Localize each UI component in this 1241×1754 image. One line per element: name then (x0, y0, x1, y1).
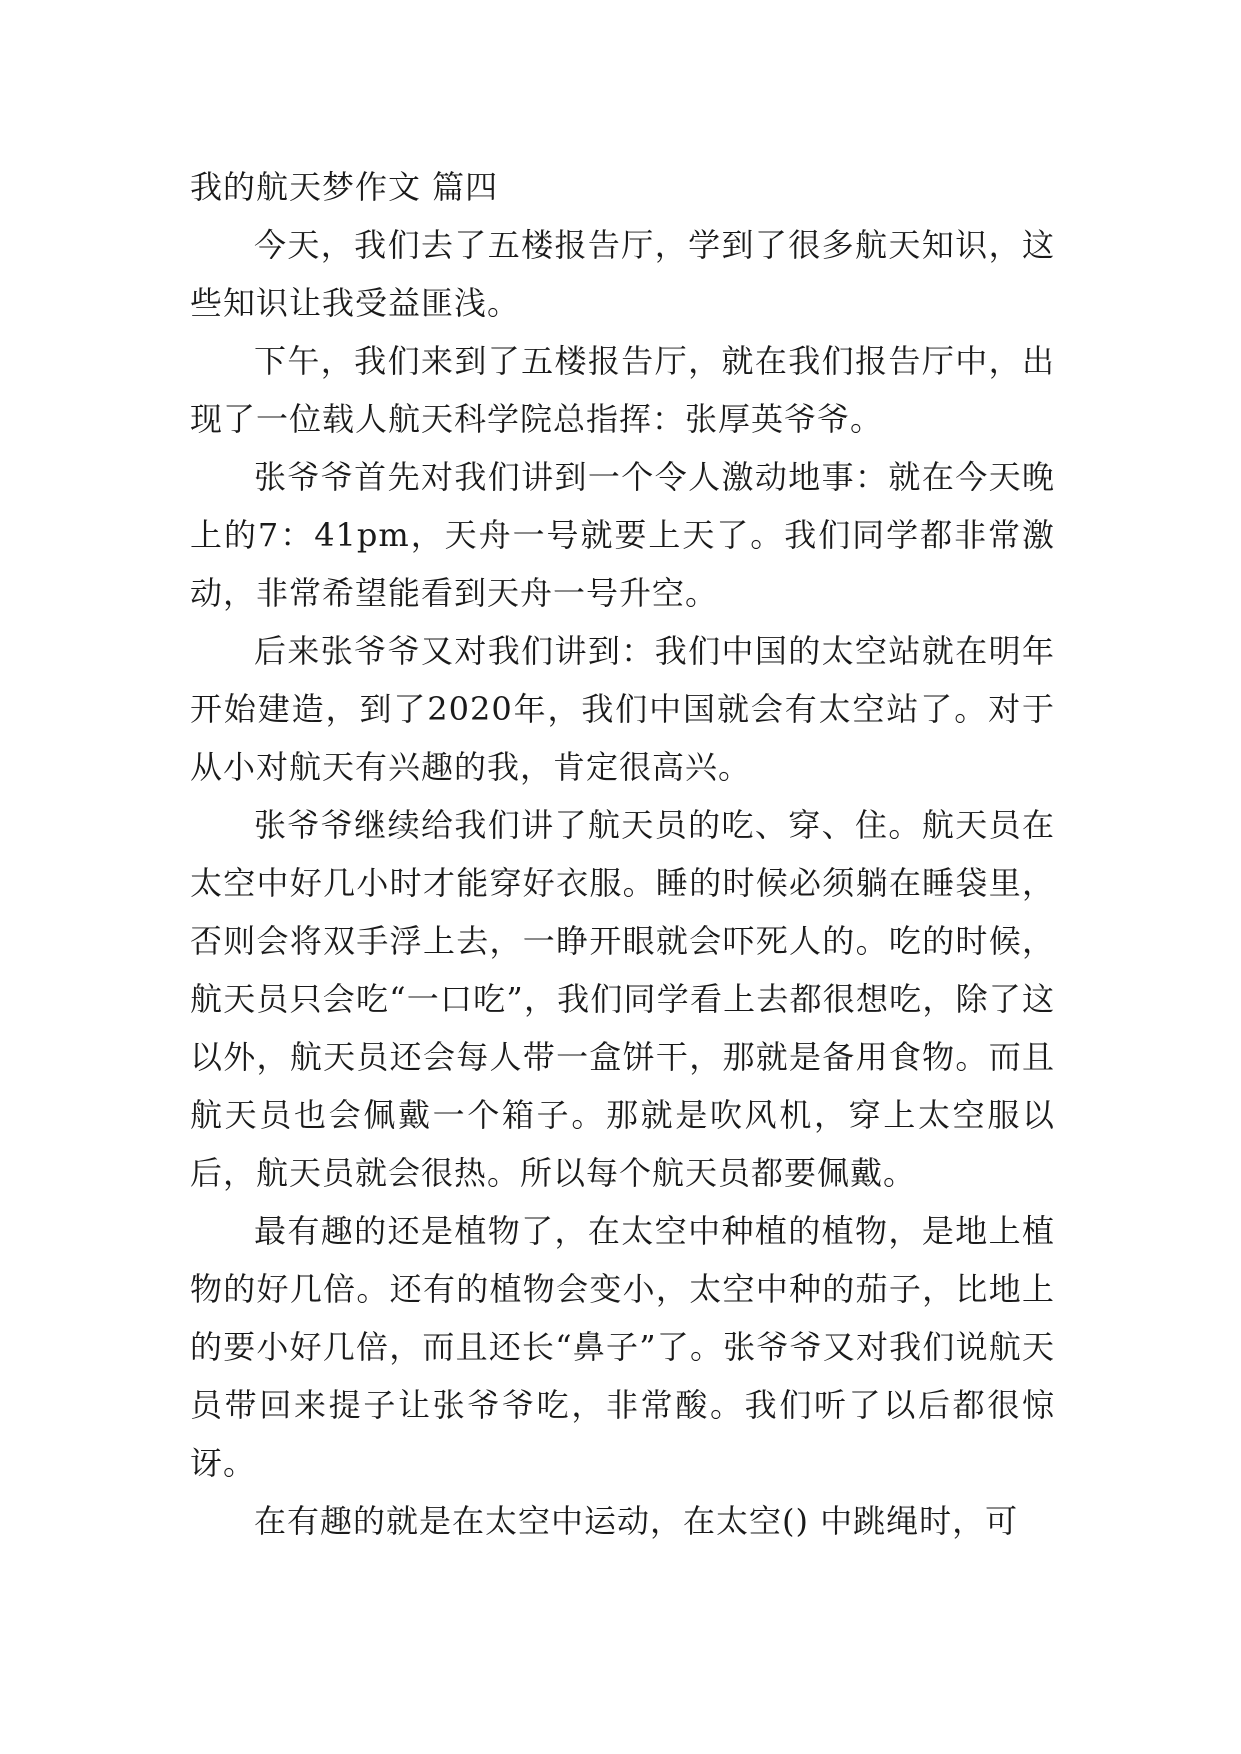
paragraph-4: 后来张爷爷又对我们讲到：我们中国的太空站就在明年开始建造，到了2020年，我们中国就会有太空站了。对于从小对航天有兴趣的我，肯定很高兴。 (190, 632, 1055, 786)
document-title: 我的航天梦作文 篇四 (190, 168, 499, 206)
paragraph-6: 最有趣的还是植物了，在太空中种植的植物，是地上植物的好几倍。还有的植物会变小，太空中种的茄子，比地上的要小好几倍，而且还长“鼻子”了。张爷爷又对我们说航天员带回来提子让张爷爷吃，非常酸。我们听了以后都很惊讶。 (190, 1212, 1055, 1482)
paragraph-3: 张爷爷首先对我们讲到一个令人激动地事：就在今天晚上的7：41pm，天舟一号就要上天了。我们同学都非常激动，非常希望能看到天舟一号升空。 (190, 458, 1055, 612)
paragraph-7: 在有趣的就是在太空中运动，在太空() 中跳绳时，可 (254, 1502, 1019, 1540)
paragraph-5: 张爷爷继续给我们讲了航天员的吃、穿、住。航天员在太空中好几小时才能穿好衣服。睡的时候必须躺在睡袋里，否则会将双手浮上去，一睁开眼就会吓死人的。吃的时候，航天员只会吃“一口吃”，我们同学看上去都很想吃，除了这以外，航天员还会每人带一盒饼干，那就是备用食物。而且航天员也会佩戴一个箱子。那就是吹风机，穿上太空服以后，航天员就会很热。所以每个航天员都要佩戴。 (190, 806, 1055, 1192)
paragraph-2: 下午，我们来到了五楼报告厅，就在我们报告厅中，出现了一位载人航天科学院总指挥：张厚英爷爷。 (190, 342, 1055, 438)
paragraph-1: 今天，我们去了五楼报告厅，学到了很多航天知识，这些知识让我受益匪浅。 (190, 226, 1055, 322)
document-body (190, 158, 1055, 1550)
